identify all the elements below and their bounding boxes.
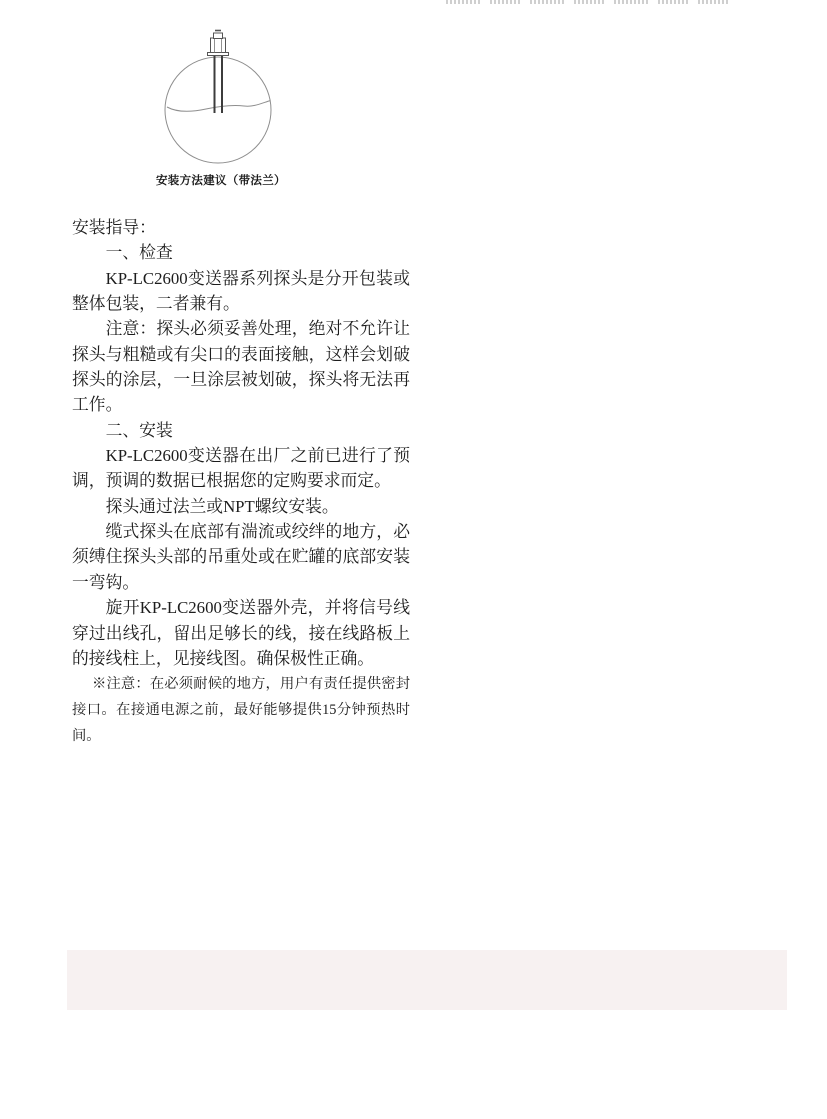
- liquid-level-wave: [167, 101, 271, 112]
- footer-highlight-band: [67, 950, 787, 1010]
- tank-circle: [165, 57, 271, 163]
- transmitter-cap: [214, 33, 223, 39]
- step-two-title: 二、安装: [105, 420, 173, 440]
- paragraph-factory-preset: KP-LC2600变送器在出厂之前已进行了预调，预调的数据已根据您的定购要求而定。: [72, 446, 410, 491]
- paragraph-mounting: 探头通过法兰或NPT螺纹安装。: [105, 496, 339, 516]
- step-one-title: 一、检查: [105, 243, 173, 263]
- installation-diagram: [140, 25, 330, 195]
- paragraph-cable-probe: 缆式探头在底部有湍流或绞绊的地方，必须缚住探头头部的吊重处或在贮罐的底部安装一弯钩。: [72, 522, 410, 592]
- paragraph-probe-handling-note: 注意：探头必须妥善处理，绝对不允许让探头与粗糙或有尖口的表面接触，这样会划破探头的涂层，一旦涂层被划破，探头将无法再工作。: [72, 319, 410, 415]
- figure-caption: 安装方法建议（带法兰）: [156, 175, 286, 187]
- transmitter-housing: [211, 38, 226, 53]
- section-heading: 安装指导：: [72, 218, 156, 237]
- clipped-header-text: [446, 0, 730, 4]
- tank-diagram-drawing: [140, 25, 330, 195]
- paragraph-weather-note: ※注意：在必须耐候的地方，用户有责任提供密封接口。在接通电源之前，最好能够提供15分钟预热时间。: [72, 676, 410, 745]
- paragraph-packaging: KP-LC2600变送器系列探头是分开包装或整体包装，二者兼有。: [72, 268, 410, 314]
- installation-instructions: [72, 215, 410, 749]
- paragraph-wiring: 旋开KP-LC2600变送器外壳，并将信号线穿过出线孔，留出足够长的线，接在线路板上的接线柱上，见接线图。确保极性正确。: [72, 598, 410, 668]
